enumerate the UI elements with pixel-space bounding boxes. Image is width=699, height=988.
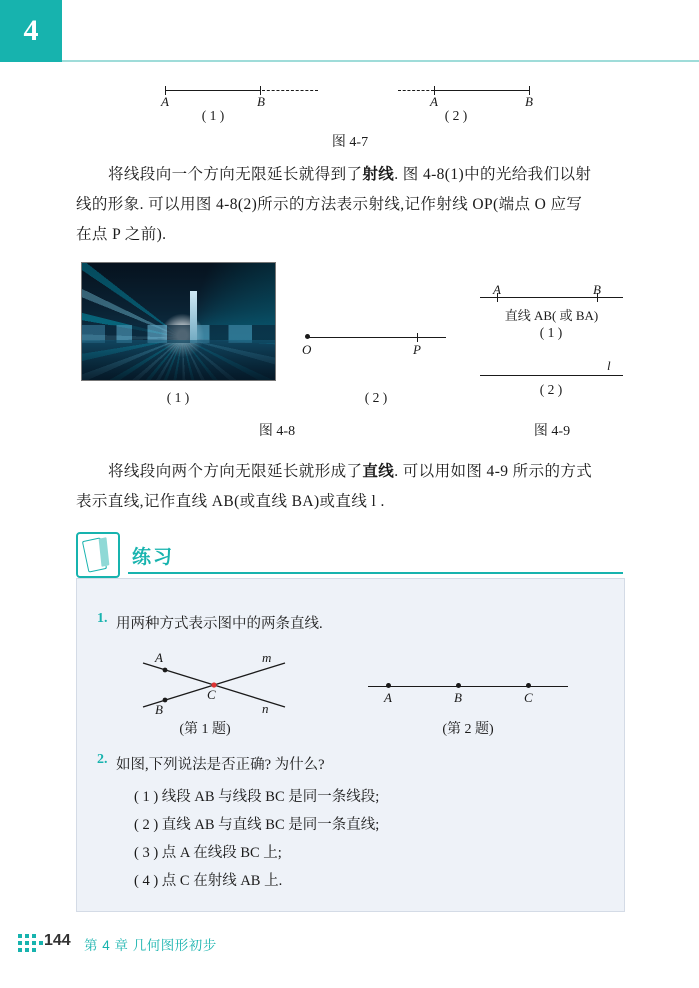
fig49-label-b: B bbox=[593, 282, 601, 297]
ex-fig1-label-m: m bbox=[262, 650, 272, 665]
exercise-item-1-text: 用两种方式表示图中的两条直线. bbox=[116, 616, 323, 632]
pencil-icon bbox=[76, 532, 120, 578]
fig47-label-a1: A bbox=[161, 94, 169, 109]
page-number: 144 bbox=[44, 932, 71, 949]
exercise-item-1-number: 1. bbox=[97, 611, 108, 626]
exercise-item-2-sub-1: ( 1 ) 线段 AB 与线段 BC 是同一条线段; bbox=[134, 789, 380, 805]
fig49-sublabel-2: ( 2 ) bbox=[539, 382, 563, 397]
fig48-ray bbox=[307, 337, 446, 338]
fig49-line-2 bbox=[480, 375, 623, 376]
fig47-dash-1 bbox=[262, 90, 318, 91]
exercise-header bbox=[76, 533, 623, 577]
fig49-line-name: 直线 AB( 或 BA) bbox=[504, 308, 599, 323]
fig49-sublabel-1: ( 1 ) bbox=[539, 325, 563, 340]
paragraph-line bbox=[76, 457, 624, 517]
exercise-item-2-sub-4: ( 4 ) 点 C 在射线 AB 上. bbox=[134, 873, 283, 889]
fig48-tick-p bbox=[417, 333, 418, 342]
p1-line3: 在点 P 之前). bbox=[76, 226, 167, 243]
chapter-tab: 4 bbox=[0, 0, 62, 62]
p2-part-a: 将线段向两个方向无限延长就形成了 bbox=[108, 463, 363, 480]
ex-fig2-dot-b bbox=[456, 683, 461, 688]
fig47-segment-2 bbox=[434, 90, 530, 91]
fig49-label-l: l bbox=[607, 358, 611, 373]
footer-chapter-title: 第 4 章 几何图形初步 bbox=[84, 938, 217, 953]
fig47-label-a2: A bbox=[430, 94, 438, 109]
p2-line2: 表示直线,记作直线 AB(或直线 BA)或直线 l . bbox=[76, 493, 385, 510]
p1-line2: 线的形象. 可以用图 4-8(2)所示的方法表示射线,记作射线 OP(端点 O 应写 bbox=[76, 196, 583, 213]
exercise-item-2-sub-2: ( 2 ) 直线 AB 与直线 BC 是同一条直线; bbox=[134, 817, 380, 833]
fig49-caption: 图 4-9 bbox=[533, 424, 571, 439]
fig47-sublabel-1: ( 1 ) bbox=[201, 108, 225, 123]
p1-term-ray: 射线 bbox=[362, 166, 395, 183]
p1-part-a: 将线段向一个方向无限延长就得到了 bbox=[108, 166, 363, 183]
ex-fig1-caption: (第 1 题) bbox=[179, 722, 231, 737]
ex-fig1-label-n: n bbox=[262, 701, 269, 716]
fig47-segment-1 bbox=[165, 90, 261, 91]
fig48-laser-photo bbox=[81, 262, 276, 381]
photo-tower bbox=[190, 291, 197, 343]
fig48-label-p: P bbox=[413, 342, 421, 357]
fig49-label-a: A bbox=[493, 282, 501, 297]
exercise-underline bbox=[128, 572, 623, 574]
fig47-sublabel-2: ( 2 ) bbox=[444, 108, 468, 123]
fig48-dot-o bbox=[305, 334, 310, 339]
fig47-label-b1: B bbox=[257, 94, 265, 109]
ex-fig1-label-c: C bbox=[207, 687, 216, 702]
fig48-sublabel-2: ( 2 ) bbox=[364, 390, 388, 405]
ex-fig2-caption: (第 2 题) bbox=[442, 722, 494, 737]
exercise-title: 练习 bbox=[132, 546, 175, 568]
exercise-item-2-text: 如图,下列说法是否正确? 为什么? bbox=[116, 757, 325, 773]
ex-fig2-label-c: C bbox=[524, 690, 533, 705]
p2-term-line: 直线 bbox=[362, 463, 395, 480]
fig47-caption: 图 4-7 bbox=[331, 135, 369, 150]
p1-part-b: . 图 4-8(1)中的光给我们以射 bbox=[394, 166, 592, 183]
exercise-item-2-sub-3: ( 3 ) 点 A 在线段 BC 上; bbox=[134, 845, 282, 861]
ex-fig1-label-a: A bbox=[155, 650, 163, 665]
fig47-label-b2: B bbox=[525, 94, 533, 109]
p2-part-b: . 可以用如图 4-9 所示的方式 bbox=[394, 463, 593, 480]
fig48-caption: 图 4-8 bbox=[258, 424, 296, 439]
ex-fig2-dot-c bbox=[526, 683, 531, 688]
exercise-item-2-number: 2. bbox=[97, 752, 108, 767]
ex-fig2-label-a: A bbox=[384, 690, 392, 705]
fig48-sublabel-1: ( 1 ) bbox=[166, 390, 190, 405]
ex-fig2-label-b: B bbox=[454, 690, 462, 705]
fig48-label-o: O bbox=[302, 342, 312, 357]
ex-fig2-line bbox=[368, 686, 568, 687]
ex-fig2-dot-a bbox=[386, 683, 391, 688]
photo-water bbox=[82, 340, 275, 380]
fig47-dash-2 bbox=[398, 90, 434, 91]
ex-fig1-label-b: B bbox=[155, 702, 163, 717]
fig49-line-1 bbox=[480, 297, 623, 298]
top-rule bbox=[62, 60, 699, 62]
paragraph-ray bbox=[76, 160, 624, 250]
